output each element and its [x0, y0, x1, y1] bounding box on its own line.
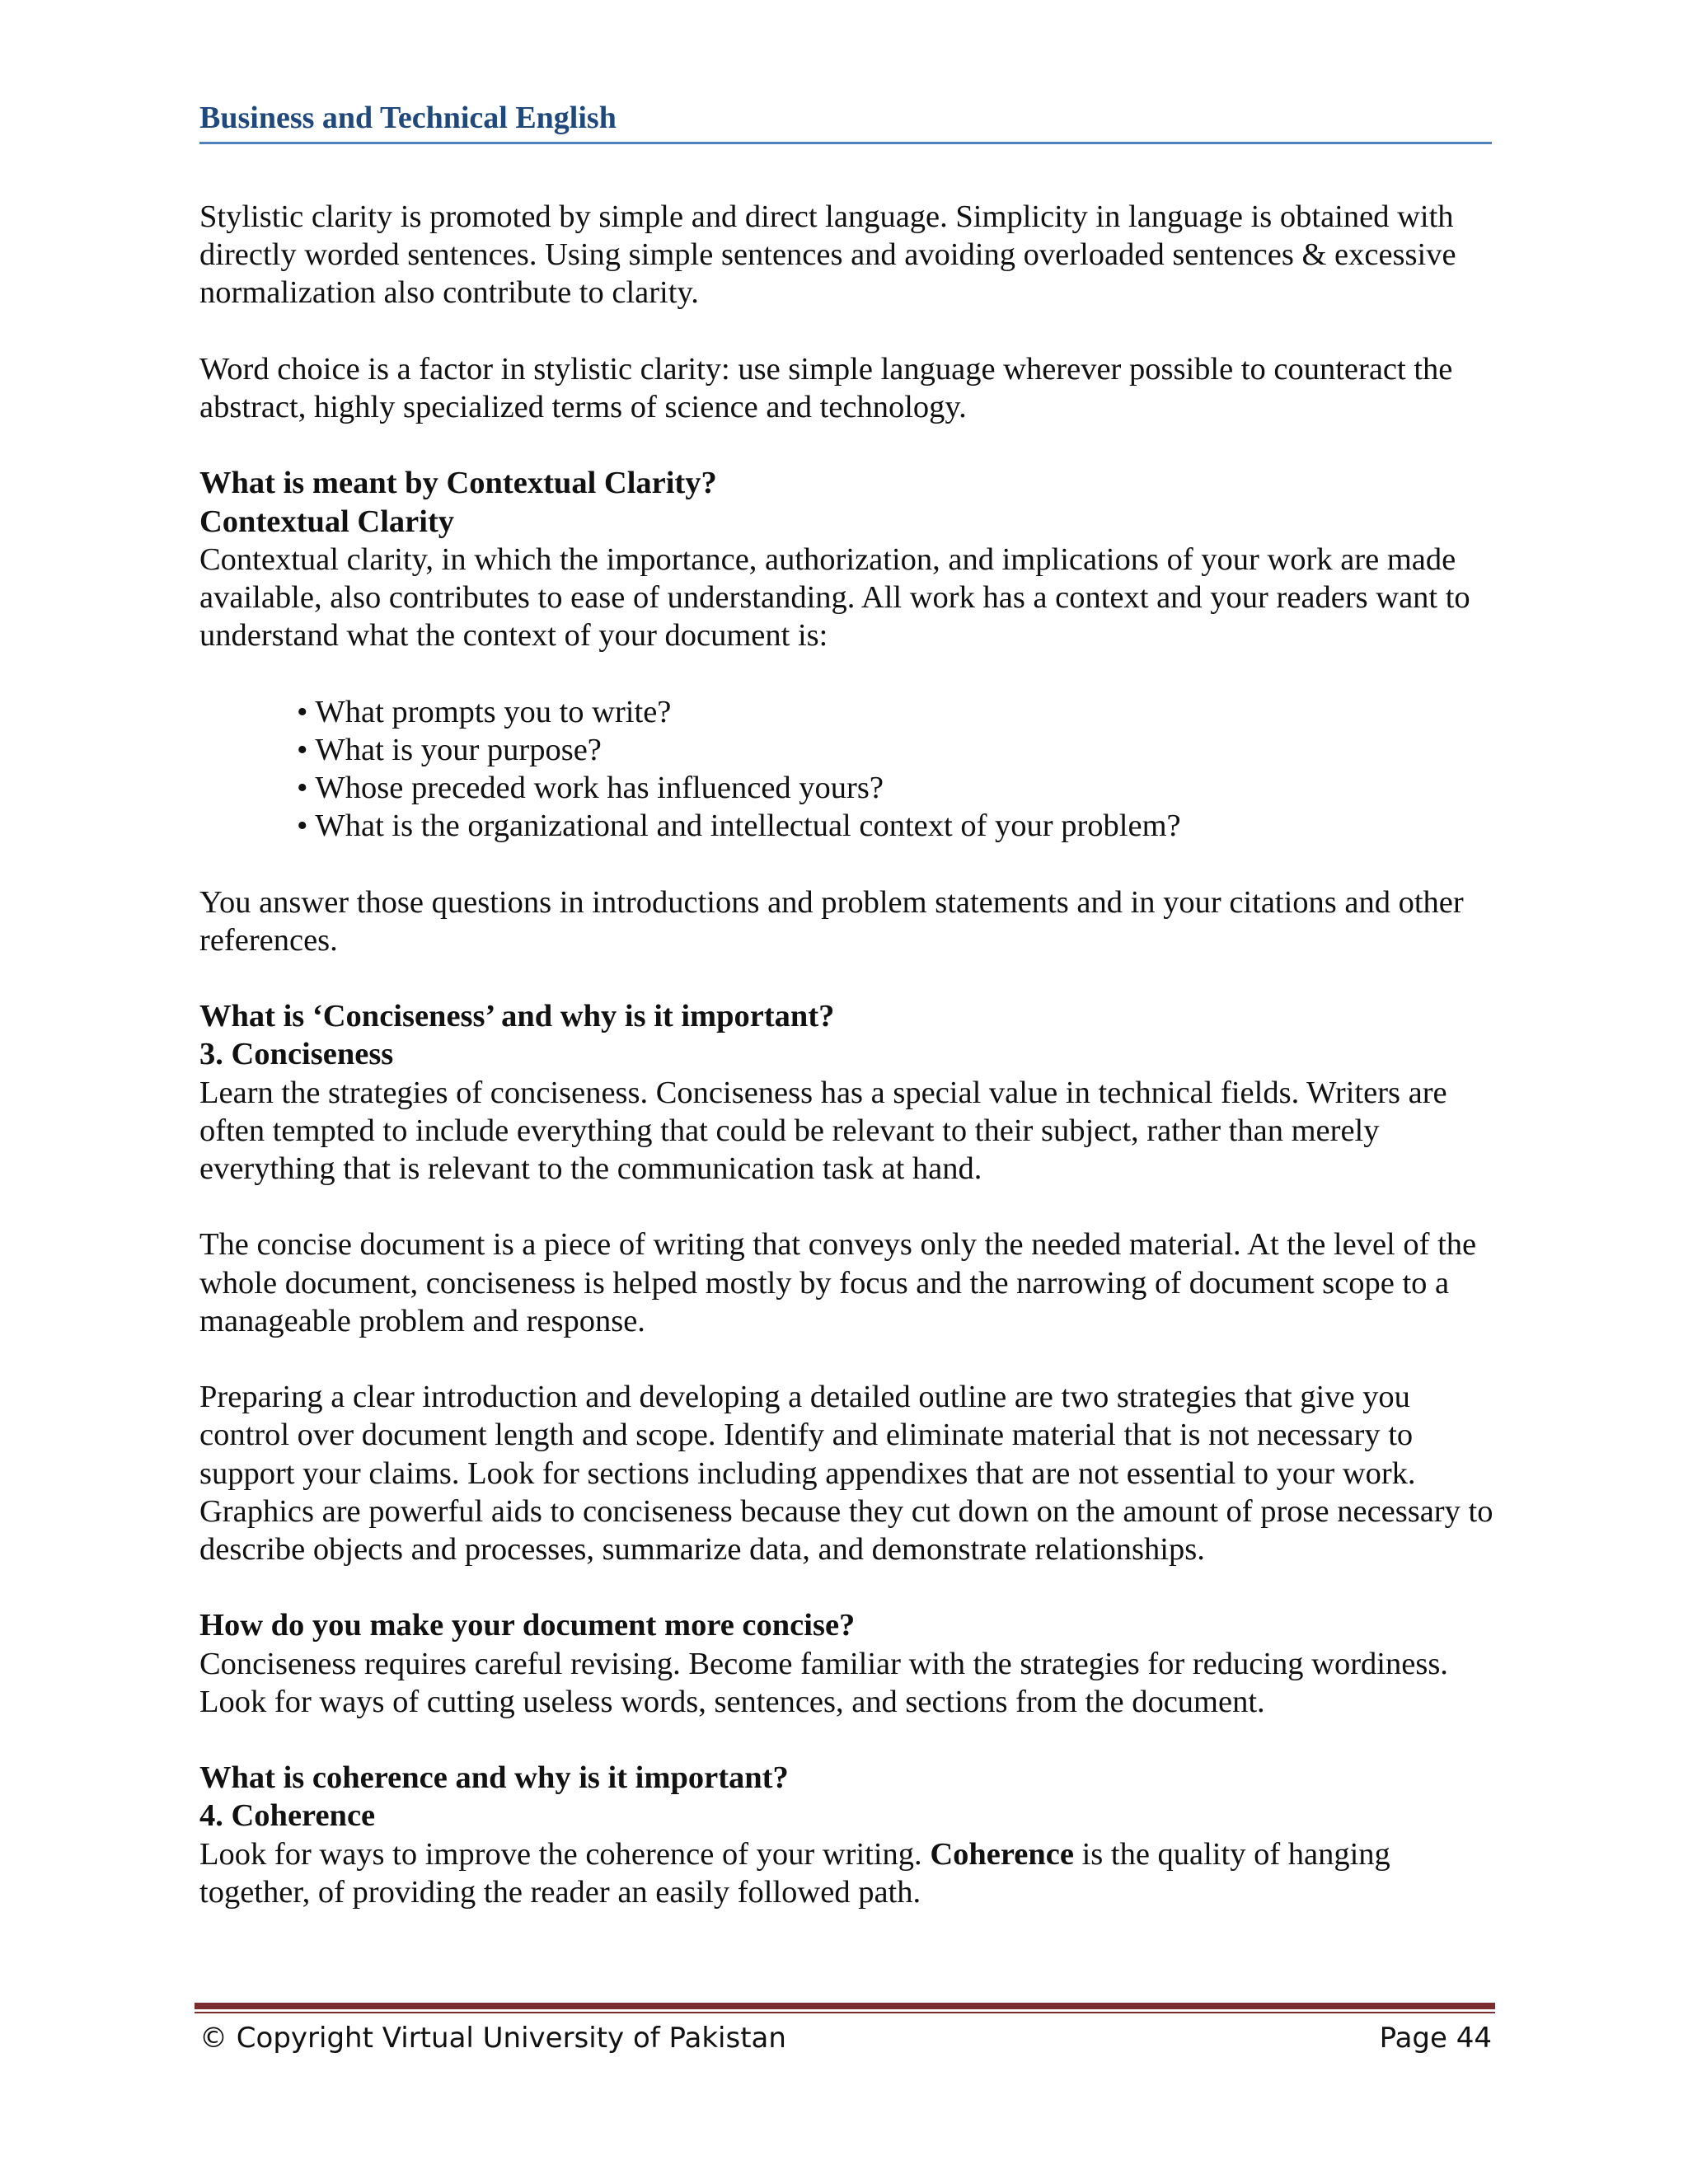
paragraph-coherence-text-end: is the quality of hanging together, of providing the reader an easily followed path. — [199, 1836, 1390, 1910]
heading-conciseness: 3. Conciseness — [199, 1037, 394, 1072]
running-header — [199, 97, 1492, 144]
question-contextual-clarity: What is meant by Contextual Clarity? — [199, 466, 717, 501]
paragraph-gap — [199, 959, 1493, 997]
paragraph-gap — [199, 654, 1493, 692]
header-title: Business and Technical English — [199, 101, 617, 135]
paragraph-gap — [199, 426, 1493, 464]
paragraph-conciseness-strategies: Learn the strategies of conciseness. Conciseness has a special value in technical fields. Writers are often tempted to include everything that could be relevant to their subject, rather than merely everything that is relevant to the communication task at hand. — [199, 1075, 1447, 1186]
page-content — [199, 198, 1493, 1911]
paragraph-gap — [199, 1721, 1493, 1759]
paragraph-word-choice: Word choice is a factor in stylistic clarity: use simple language wherever possible to counteract the abstract, highly specialized terms of science and technology. — [199, 351, 1453, 424]
paragraph-coherence-text-start: Look for ways to improve the coherence of your writing. — [199, 1836, 931, 1872]
heading-coherence: 4. Coherence — [199, 1798, 376, 1834]
paragraph-coherence — [199, 1835, 1493, 1911]
paragraph-gap — [199, 1188, 1493, 1226]
list-item: • What prompts you to write? — [297, 694, 672, 729]
paragraph-gap — [199, 1568, 1493, 1606]
paragraph-gap — [199, 312, 1493, 350]
footer-divider-thick — [195, 2003, 1495, 2009]
question-conciseness: What is ‘Conciseness’ and why is it important? — [199, 999, 835, 1034]
context-questions-list — [199, 693, 1493, 846]
footer-divider-thin — [195, 2012, 1495, 2013]
paragraph-answer-questions: You answer those questions in introductions and problem statements and in your citations and other references. — [199, 884, 1464, 958]
list-item: • Whose preceded work has influenced yours? — [297, 771, 884, 805]
paragraph-gap — [199, 845, 1493, 883]
heading-contextual-clarity: Contextual Clarity — [199, 504, 455, 539]
list-item: • What is your purpose? — [297, 732, 602, 767]
paragraph-concise-document: The concise document is a piece of writing that conveys only the needed material. At the level of the whole document, conciseness is helped mostly by focus and the narrowing of document scope to a manageable problem and response. — [199, 1227, 1477, 1338]
footer-page-number: Page 44 — [1379, 2022, 1492, 2055]
question-coherence: What is coherence and why is it important? — [199, 1760, 789, 1796]
running-footer — [199, 2018, 1492, 2059]
paragraph-stylistic-clarity: Stylistic clarity is promoted by simple and direct language. Simplicity in language is obtained with directly worded sentences. Using simple sentences and avoiding overloaded sentences & excessive normalization also contribute to clarity. — [199, 199, 1456, 311]
paragraph-introduction-outline: Preparing a clear introduction and developing a detailed outline are two strategies that give you control over document length and scope. Identify and eliminate material that is not necessary to support your claims. Look for sections including appendixes that are not essential to your work. Graphics are powerful aids to conciseness because they cut down on the amount of prose necessary to describe objects and processes, summarize data, and demonstrate relationships. — [199, 1380, 1493, 1567]
question-concise-document: How do you make your document more concise? — [199, 1608, 856, 1643]
paragraph-careful-revising: Conciseness requires careful revising. Become familiar with the strategies for reducing wordiness. Look for ways of cutting useless words, sentences, and sections from the document. — [199, 1646, 1448, 1719]
list-item: • What is the organizational and intellectual context of your problem? — [297, 808, 1181, 844]
paragraph-contextual-clarity: Contextual clarity, in which the importance, authorization, and implications of your work are made available, also contributes to ease of understanding. All work has a context and your readers want to understand what the context of your document is: — [199, 541, 1470, 654]
paragraph-gap — [199, 1340, 1493, 1378]
footer-copyright: © Copyright Virtual University of Pakistan — [199, 2022, 786, 2055]
coherence-term: Coherence — [930, 1836, 1074, 1872]
